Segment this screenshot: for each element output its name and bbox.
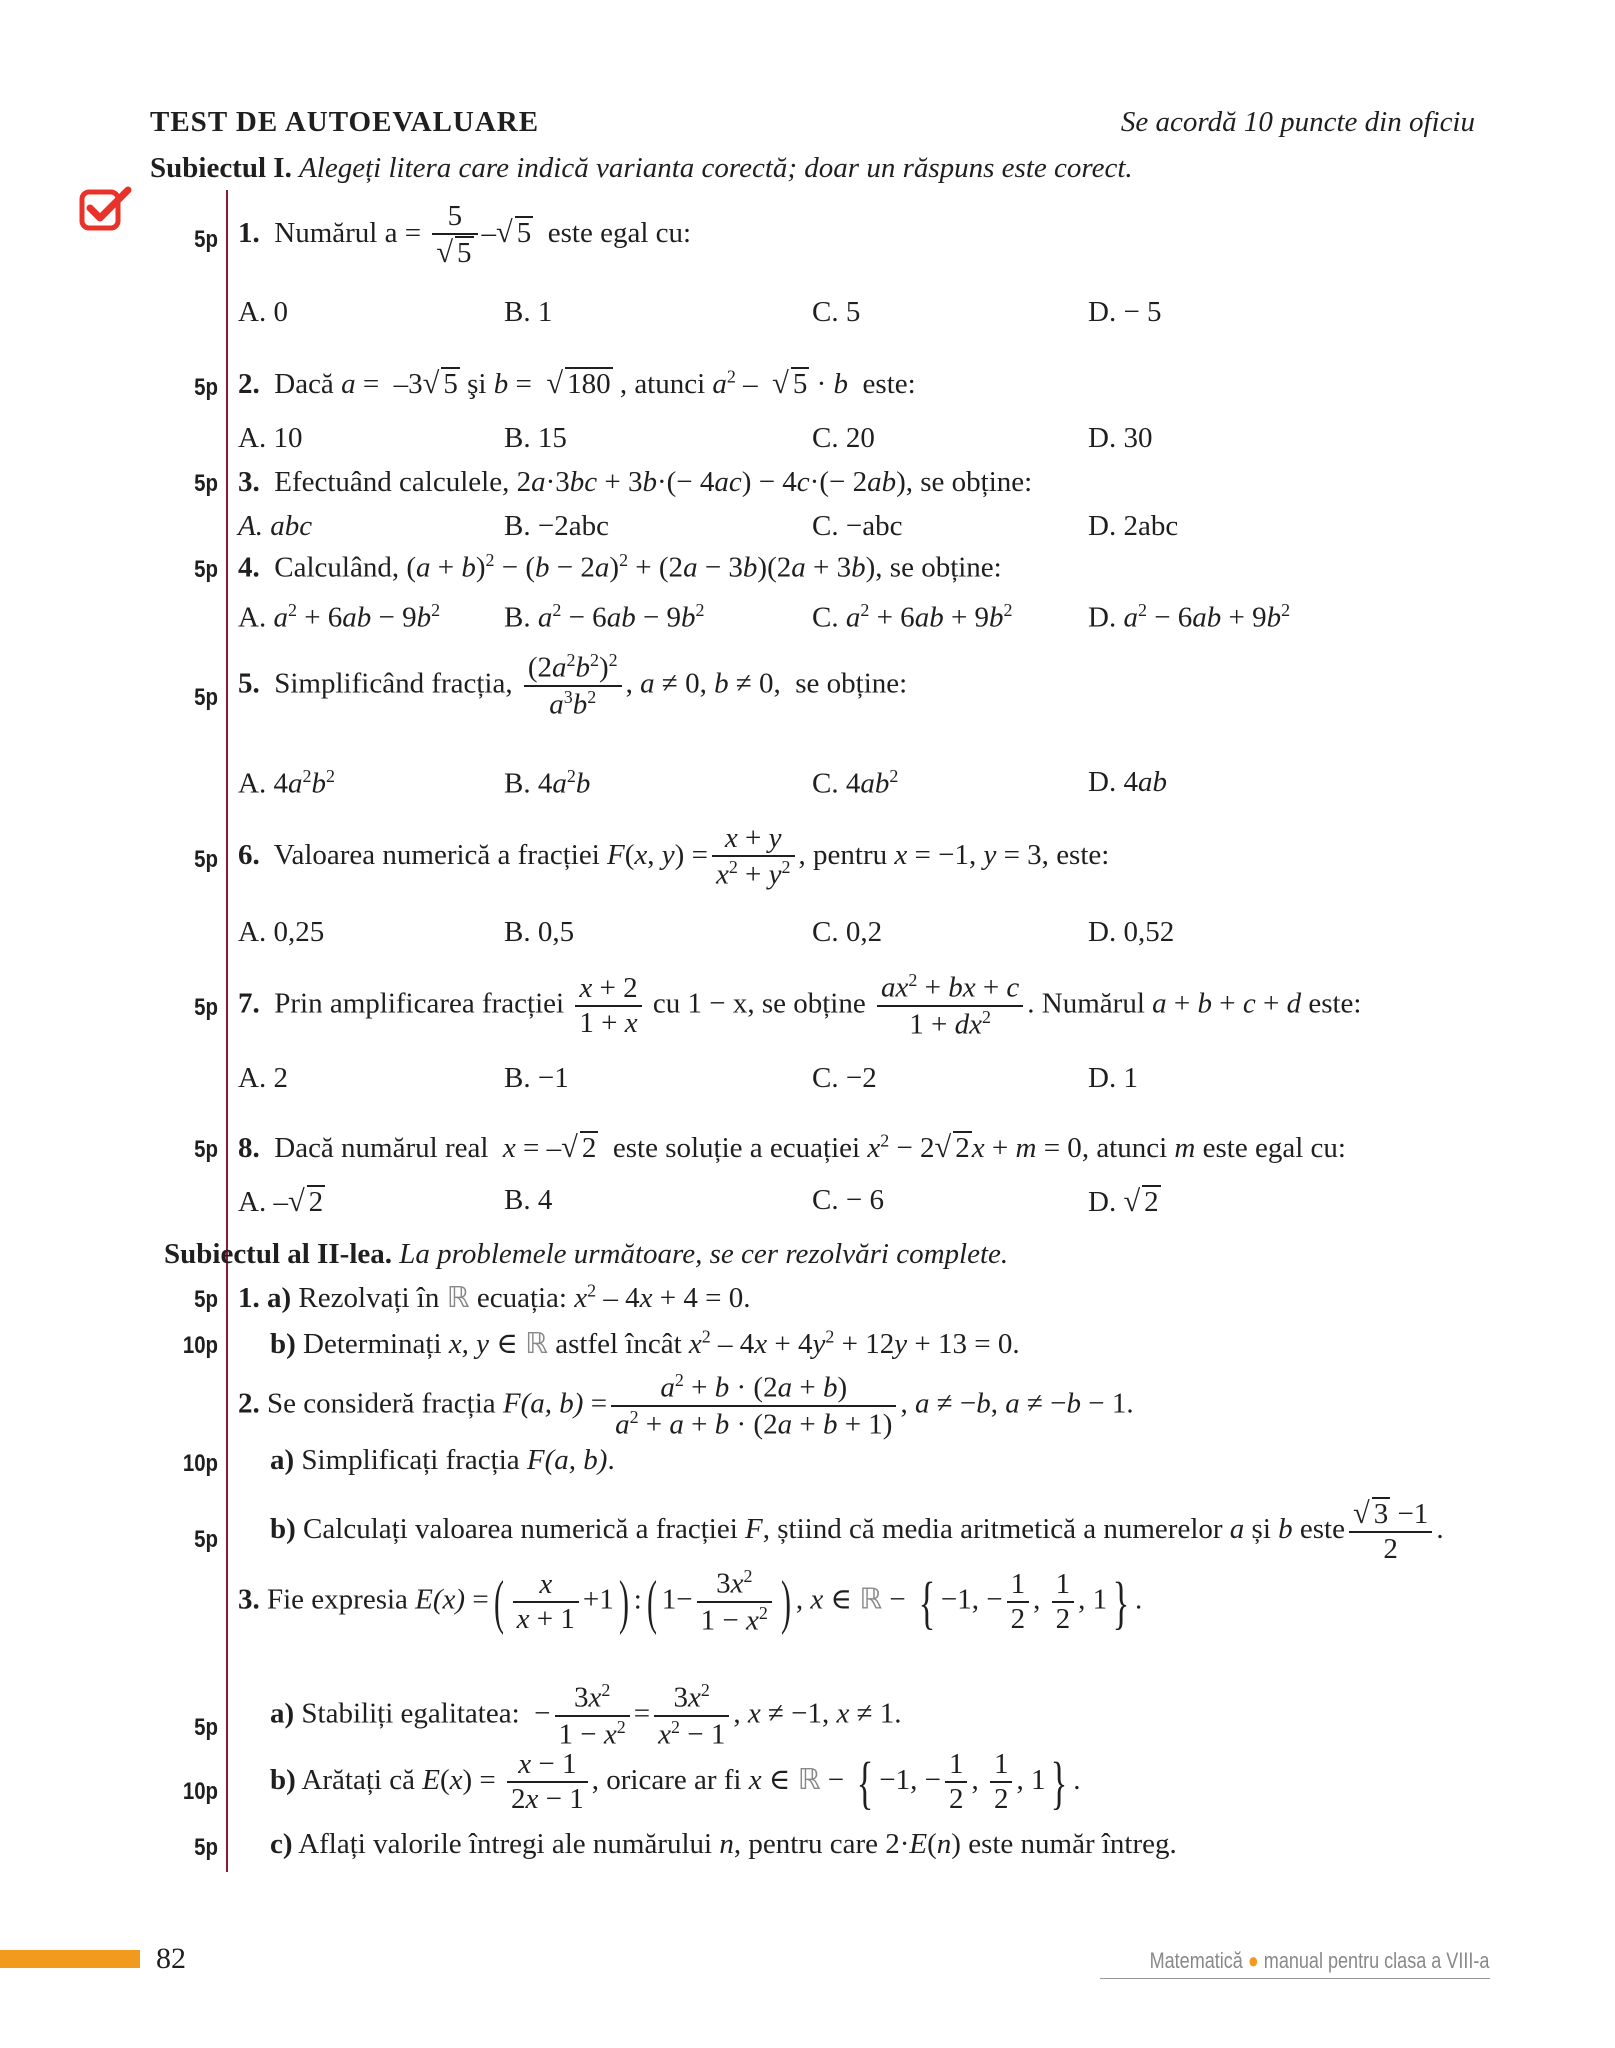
option-5b[interactable]: B. $4a^2b$ xyxy=(504,766,591,800)
points-p2b: 5p xyxy=(194,1526,218,1553)
problem-3c: c) Aflați valorile întregi ale numărului n, pentru care 2·E(n) este număr întreg. xyxy=(270,1828,1177,1860)
problem-3a: a) Stabiliți egalitatea: − $\frac{3x^2}{1 - x^2}$ = $\frac{3x^2}{x^2 - 1}$ , x ≠ −1, x ≠ 1. xyxy=(270,1680,902,1751)
points-p1b: 10p xyxy=(182,1332,218,1359)
option-4b[interactable]: B. $a^2 - 6ab - 9b^2$ xyxy=(504,600,705,634)
problem-3b: b) Arătați că E(x) = $\frac{x - 1}{2x - 1}$ , oricare ar fi x ∈ ℝ − { −1, − $\frac{1}{2}$ , $\frac{1}{2}$ , 1} . xyxy=(270,1748,1081,1816)
points-q8: 5p xyxy=(194,1136,218,1163)
problem-2b: b) Calculați valoarea numerică a fracției F, știind că media aritmetică a numerelor a și b este $\frac{√ 3 -1}{2}$ . xyxy=(270,1496,1444,1566)
margin-line xyxy=(226,190,228,1872)
points-q7: 5p xyxy=(194,994,218,1021)
subject-2-heading xyxy=(164,1238,1008,1271)
question-3: 3. Efectuând calculele, 2a·3bc + 3b·(− 4ac) − 4c·(− 2ab), se obține: xyxy=(238,466,1033,498)
checkbox-checked-icon xyxy=(78,186,132,232)
question-2: 2. Dacă a = –3√ 5 şi b = √ 180 , atunci $a^2$ – √ 5 · b este: xyxy=(238,366,916,400)
subject-2-instruction: La problemele următoare, se cer rezolvări complete. xyxy=(399,1238,1009,1270)
option-6b[interactable]: B. 0,5 xyxy=(504,916,575,948)
option-6d[interactable]: D. 0,52 xyxy=(1088,916,1175,948)
points-q6: 5p xyxy=(194,846,218,873)
option-2b[interactable]: B. 15 xyxy=(504,422,567,454)
problem-1a: 1. a) Rezolvați în ℝ ecuația: $x^2 - 4x + 4 = 0$. xyxy=(238,1280,751,1314)
points-q3: 5p xyxy=(194,470,218,497)
question-5: 5. Simplificând fracția, $\frac{(2a^2b^2)^2}{a^3b^2}$ , a ≠ 0, b ≠ 0, se obține: xyxy=(238,650,908,721)
option-7c[interactable]: C. −2 xyxy=(812,1062,877,1094)
points-p3a: 5p xyxy=(194,1714,218,1741)
subject-1-heading xyxy=(150,152,1133,185)
problem-2a: a) Simplificați fracția F(a, b). xyxy=(270,1444,615,1476)
option-1a[interactable]: A. 0 xyxy=(238,296,288,328)
option-3a[interactable]: A. abc xyxy=(238,510,313,542)
points-q5: 5p xyxy=(194,684,218,711)
problem-1b: b) Determinați x, y ∈ ℝ astfel încât $x^2 - 4x + 4y^2 + 12y + 13 = 0$. xyxy=(270,1326,1020,1360)
option-1c[interactable]: C. 5 xyxy=(812,296,861,328)
option-2d[interactable]: D. 30 xyxy=(1088,422,1153,454)
option-8a[interactable]: A. –√ 2 xyxy=(238,1184,324,1218)
option-1b[interactable]: B. 1 xyxy=(504,296,553,328)
option-3d[interactable]: D. 2abc xyxy=(1088,510,1179,542)
option-4a[interactable]: A. $a^2 + 6ab - 9b^2$ xyxy=(238,600,441,634)
option-7d[interactable]: D. 1 xyxy=(1088,1062,1138,1094)
option-2a[interactable]: A. 10 xyxy=(238,422,303,454)
question-6: 6. Valoarea numerică a fracției F(x, y) = $\frac{x + y}{x^2 + y^2}$ , pentru x = −1, y = 3, este: xyxy=(238,822,1110,891)
option-4d[interactable]: D. $a^2 - 6ab + 9b^2$ xyxy=(1088,600,1291,634)
points-q2: 5p xyxy=(194,374,218,401)
question-4: 4. Calculând, $(a + b)^2 - (b - 2a)^2 + (2a - 3b)(2a + 3b)$, se obține: xyxy=(238,550,1002,584)
option-8c[interactable]: C. − 6 xyxy=(812,1184,884,1216)
problem-2: 2. Se consideră fracția F(a, b) = $\frac{a^2 + b \cdot (2a + b)}{a^2 + a + b \cdot (2a + b + 1)}$ , a ≠ −b, a ≠ −b − 1. xyxy=(238,1370,1134,1441)
footer-divider xyxy=(1100,1978,1490,1979)
option-7a[interactable]: A. 2 xyxy=(238,1062,288,1094)
option-8b[interactable]: B. 4 xyxy=(504,1184,553,1216)
option-3c[interactable]: C. −abc xyxy=(812,510,903,542)
question-1: 1. Numărul a = $\frac{5}{√ 5}$ –√ 5 este egal cu: xyxy=(238,200,692,270)
option-6a[interactable]: A. 0,25 xyxy=(238,916,325,948)
points-q4: 5p xyxy=(194,556,218,583)
subject-1-label: Subiectul I. xyxy=(150,152,292,184)
points-q1: 5p xyxy=(194,226,218,253)
header-note: Se acordă 10 puncte din oficiu xyxy=(1120,106,1475,138)
points-p2a: 10p xyxy=(182,1450,218,1477)
subject-2-label: Subiectul al II-lea. xyxy=(164,1238,392,1270)
option-8d[interactable]: D. √ 2 xyxy=(1088,1184,1159,1218)
points-p3c: 5p xyxy=(194,1834,218,1861)
points-p1a: 5p xyxy=(194,1286,218,1313)
subject-1-instruction: Alegeți litera care indică varianta corectă; doar un răspuns este corect. xyxy=(299,152,1133,184)
problem-3: 3. Fie expresia E(x) =( $\frac{x}{x + 1}$ +1) :( 1− $\frac{3x^2}{1 - x^2}$ ) , x ∈ ℝ − { −1, − $\frac{1}{2}$ , $\frac{1}{2}$ , 1} . xyxy=(238,1566,1143,1637)
option-3b[interactable]: B. −2abc xyxy=(504,510,609,542)
question-7: 7. Prin amplificarea fracției $\frac{x + 2}{1 + x}$ cu 1 − x, se obține $\frac{ax^2 + bx + c}{1 + dx^2}$ . Numărul a + b + c + d este: xyxy=(238,970,1362,1041)
question-8: 8. Dacă numărul real x = –√ 2 este soluție a ecuației $x^2 - 2√$ 2x + m = 0, atunci m este egal cu: xyxy=(238,1130,1346,1164)
option-5a[interactable]: A. $4a^2b^2$ xyxy=(238,766,335,800)
page-title: TEST DE AUTOEVALUARE xyxy=(150,106,540,138)
page-number: 82 xyxy=(156,1942,186,1975)
points-p3b: 10p xyxy=(182,1778,218,1805)
option-5d[interactable]: D. 4ab xyxy=(1088,766,1167,798)
option-6c[interactable]: C. 0,2 xyxy=(812,916,883,948)
option-4c[interactable]: C. $a^2 + 6ab + 9b^2$ xyxy=(812,600,1013,634)
footer-accent-bar xyxy=(0,1950,140,1968)
option-1d[interactable]: D. − 5 xyxy=(1088,296,1162,328)
option-2c[interactable]: C. 20 xyxy=(812,422,875,454)
book-title: Matematică ● manual pentru clasa a VIII-a xyxy=(1149,1948,1489,1973)
option-7b[interactable]: B. −1 xyxy=(504,1062,569,1094)
option-5c[interactable]: C. $4ab^2$ xyxy=(812,766,899,800)
